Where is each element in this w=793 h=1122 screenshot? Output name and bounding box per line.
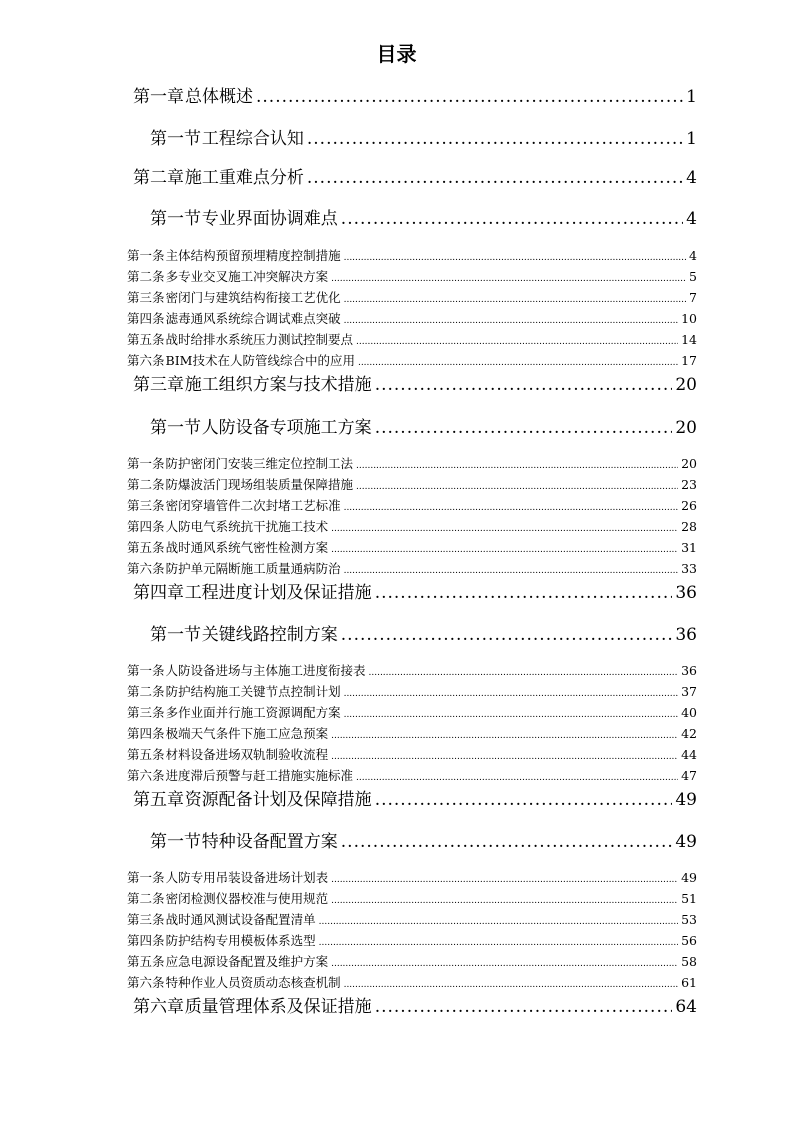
toc-leader-dots [331,731,678,741]
toc-entry-section[interactable] [150,124,697,150]
toc-leader-dots [344,689,679,699]
toc-page-number: 61 [681,975,697,990]
toc-entry-chapter[interactable] [133,578,697,604]
toc-entry-title: 进度滞后预警与赶工措施实施标准 [165,768,354,783]
toc-entry-number: 第一条 [127,870,165,885]
toc-entry-chapter[interactable] [133,163,697,189]
toc-page-number: 14 [681,332,697,347]
toc-leader-dots [331,959,678,969]
toc-entry-title: 防护密闭门安装三维定位控制工法 [165,456,354,471]
toc-leader-dots [344,566,679,576]
toc-entry-number: 第一条 [127,456,165,471]
toc-leader-dots [375,790,673,810]
toc-entry-article[interactable] [127,330,697,348]
toc-entry-article[interactable] [127,703,697,721]
toc-entry-article[interactable] [127,246,697,264]
toc-entry-chapter[interactable] [133,785,697,811]
toc-leader-dots [344,503,679,513]
toc-leader-dots [307,129,683,149]
toc-entry-article[interactable] [127,682,697,700]
toc-entry-title: 滤毒通风系统综合调试难点突破 [165,311,341,326]
toc-leader-dots [331,752,678,762]
toc-entry-number: 第五条 [127,332,165,347]
toc-entry-article[interactable] [127,910,697,928]
toc-entry-title: 材料设备进场双轨制验收流程 [165,747,329,762]
toc-page-number: 7 [689,290,697,305]
toc-entry-title: 人防设备进场与主体施工进度衔接表 [165,663,366,678]
toc-entry-number: 第三章 [133,375,184,395]
toc-page-number: 64 [675,997,697,1017]
toc-entry-title: 战时通风测试设备配置清单 [165,912,316,927]
toc-entry-number: 第五条 [127,540,165,555]
toc-entry-number: 第二章 [133,168,184,188]
toc-page-number: 36 [681,663,697,678]
toc-entry-article[interactable] [127,288,697,306]
toc-entry-title: 主体结构预留预埋精度控制措施 [165,248,341,263]
toc-leader-dots [344,316,679,326]
toc-page-number: 4 [689,248,697,263]
toc-entry-number: 第一章 [133,87,184,107]
toc-leader-dots [341,209,683,229]
toc-entry-article[interactable] [127,454,697,472]
toc-entry-number: 第四章 [133,583,184,603]
toc-leader-dots [375,997,673,1017]
toc-page-number: 1 [686,129,697,149]
toc-page-number: 49 [681,870,697,885]
toc-leader-dots [256,87,683,107]
toc-entry-article[interactable] [127,661,697,679]
toc-entry-title: 多专业交叉施工冲突解决方案 [165,269,329,284]
toc-page-number: 33 [681,561,697,576]
toc-entry-title: 防护结构专用模板体系选型 [165,933,316,948]
toc-page-number: 23 [681,477,697,492]
toc-page-number: 4 [686,168,697,188]
toc-entry-number: 第一节 [150,625,201,645]
toc-entry-title: 人防专用吊装设备进场计划表 [165,870,329,885]
toc-entry-title: 工程综合认知 [201,129,304,149]
toc-page-number: 53 [681,912,697,927]
toc-page-number: 44 [681,747,697,762]
toc-page-number: 17 [681,353,697,368]
toc-entry-chapter[interactable] [133,370,697,396]
toc-leader-dots [375,375,673,395]
toc-entry-title: 战时给排水系统压力测试控制要点 [165,332,354,347]
toc-leader-dots [356,461,678,471]
toc-leader-dots [375,418,673,438]
toc-leader-dots [356,482,678,492]
toc-entry-title: 防护单元隔断施工质量通病防治 [165,561,341,576]
toc-entry-title: 质量管理体系及保证措施 [184,997,372,1017]
toc-entry-title: 极端天气条件下施工应急预案 [165,726,329,741]
toc-entry-number: 第六条 [127,768,165,783]
toc-leader-dots [331,545,678,555]
toc-page-number: 36 [675,625,697,645]
toc-leader-dots [319,917,678,927]
toc-entry-number: 第六条 [127,975,165,990]
toc-entry-article[interactable] [127,475,697,493]
toc-entry-number: 第五条 [127,954,165,969]
toc-entry-number: 第四条 [127,726,165,741]
toc-entry-article[interactable] [127,952,697,970]
toc-entry-section[interactable] [150,413,697,439]
toc-entry-number: 第二条 [127,891,165,906]
toc-page-number: 36 [675,583,697,603]
toc-entry-article[interactable] [127,517,697,535]
toc-entry-number: 第六章 [133,997,184,1017]
toc-entry-number: 第二条 [127,269,165,284]
toc-entry-article[interactable] [127,267,697,285]
toc-leader-dots [341,832,673,852]
toc-leader-dots [331,524,678,534]
toc-entry-number: 第一条 [127,663,165,678]
toc-page-number: 49 [675,832,697,852]
toc-entry-title: 工程进度计划及保证措施 [184,583,372,603]
toc-title: 目录 [376,42,417,66]
toc-entry-number: 第四条 [127,311,165,326]
toc-entry-title: 人防电气系统抗干扰施工技术 [165,519,329,534]
toc-entry-article[interactable] [127,309,697,327]
toc-page-number: 26 [681,498,697,513]
toc-entry-title: 战时通风系统气密性检测方案 [165,540,329,555]
toc-page-number: 28 [681,519,697,534]
toc-entry-article[interactable] [127,766,697,784]
toc-entry-number: 第四条 [127,933,165,948]
toc-leader-dots [331,896,678,906]
toc-entry-number: 第一条 [127,248,165,263]
toc-page-number: 49 [675,790,697,810]
toc-leader-dots [375,583,673,603]
toc-entry-article[interactable] [127,724,697,742]
toc-entry-number: 第一节 [150,418,201,438]
toc-page-number: 31 [681,540,697,555]
toc-entry-number: 第一节 [150,209,201,229]
toc-leader-dots [341,625,673,645]
toc-entry-title: 资源配备计划及保障措施 [184,790,372,810]
toc-page-number: 20 [675,418,697,438]
toc-page-number: 10 [681,311,697,326]
toc-entry-title: 特种设备配置方案 [201,832,338,852]
toc-entry-number: 第三条 [127,912,165,927]
toc-entry-number: 第一节 [150,129,201,149]
toc-entry-article[interactable] [127,496,697,514]
toc-leader-dots [307,168,683,188]
toc-entry-number: 第五条 [127,747,165,762]
toc-page-number: 51 [681,891,697,906]
toc-entry-section[interactable] [150,827,697,853]
toc-page-number: 4 [686,209,697,229]
toc-entry-number: 第四条 [127,519,165,534]
toc-leader-dots [344,980,679,990]
toc-entry-article[interactable] [127,889,697,907]
toc-leader-dots [358,358,678,368]
toc-entry-title: 总体概述 [184,87,253,107]
toc-entry-title: 应急电源设备配置及维护方案 [165,954,329,969]
toc-entry-article[interactable] [127,868,697,886]
toc-page-number: 20 [675,375,697,395]
toc-entry-number: 第三条 [127,290,165,305]
toc-entry-title: 施工组织方案与技术措施 [184,375,372,395]
toc-entry-number: 第六条 [127,561,165,576]
toc-leader-dots [369,668,679,678]
toc-entry-number: 第五章 [133,790,184,810]
toc-entry-chapter[interactable] [133,82,697,108]
toc-entry-article[interactable] [127,973,697,991]
toc-leader-dots [344,710,679,720]
toc-entry-chapter[interactable] [133,992,697,1018]
toc-entry-number: 第一节 [150,832,201,852]
toc-entry-article[interactable] [127,538,697,556]
toc-page-number: 1 [686,87,697,107]
toc-entry-number: 第二条 [127,684,165,699]
toc-leader-dots [319,938,678,948]
toc-page-number: 40 [681,705,697,720]
toc-entry-title: 施工重难点分析 [184,168,304,188]
toc-page-number: 56 [681,933,697,948]
toc-entry-section[interactable] [150,620,697,646]
toc-leader-dots [331,875,678,885]
toc-entry-title: 特种作业人员资质动态核查机制 [165,975,341,990]
toc-leader-dots [344,295,686,305]
toc-entry-title: 人防设备专项施工方案 [201,418,372,438]
toc-page-number: 37 [681,684,697,699]
toc-page-number: 42 [681,726,697,741]
toc-page-number: 58 [681,954,697,969]
toc-entry-number: 第六条 [127,353,165,368]
toc-leader-dots [344,253,686,263]
toc-entry-title: 多作业面并行施工资源调配方案 [165,705,341,720]
toc-entry-number: 第三条 [127,705,165,720]
toc-entry-title: 密闭门与建筑结构衔接工艺优化 [165,290,341,305]
toc-entry-article[interactable] [127,931,697,949]
toc-page-number: 47 [681,768,697,783]
toc-leader-dots [331,274,686,284]
toc-entry-title: 防护结构施工关键节点控制计划 [165,684,341,699]
toc-entry-title: 专业界面协调难点 [201,209,338,229]
toc-entry-article[interactable] [127,745,697,763]
toc-entry-section[interactable] [150,204,697,230]
toc-entry-title: 关键线路控制方案 [201,625,338,645]
toc-entry-article[interactable] [127,559,697,577]
toc-entry-title: BIM技术在人防管线综合中的应用 [165,353,355,368]
toc-entry-article[interactable] [127,351,697,369]
toc-entry-title: 密闭穿墙管件二次封堵工艺标准 [165,498,341,513]
toc-page-number: 20 [681,456,697,471]
toc-entry-number: 第三条 [127,498,165,513]
toc-leader-dots [356,773,678,783]
toc-entry-title: 密闭检测仪器校准与使用规范 [165,891,329,906]
toc-page-number: 5 [689,269,697,284]
toc-leader-dots [356,337,678,347]
toc-entry-title: 防爆波活门现场组装质量保障措施 [165,477,354,492]
toc-entry-number: 第二条 [127,477,165,492]
